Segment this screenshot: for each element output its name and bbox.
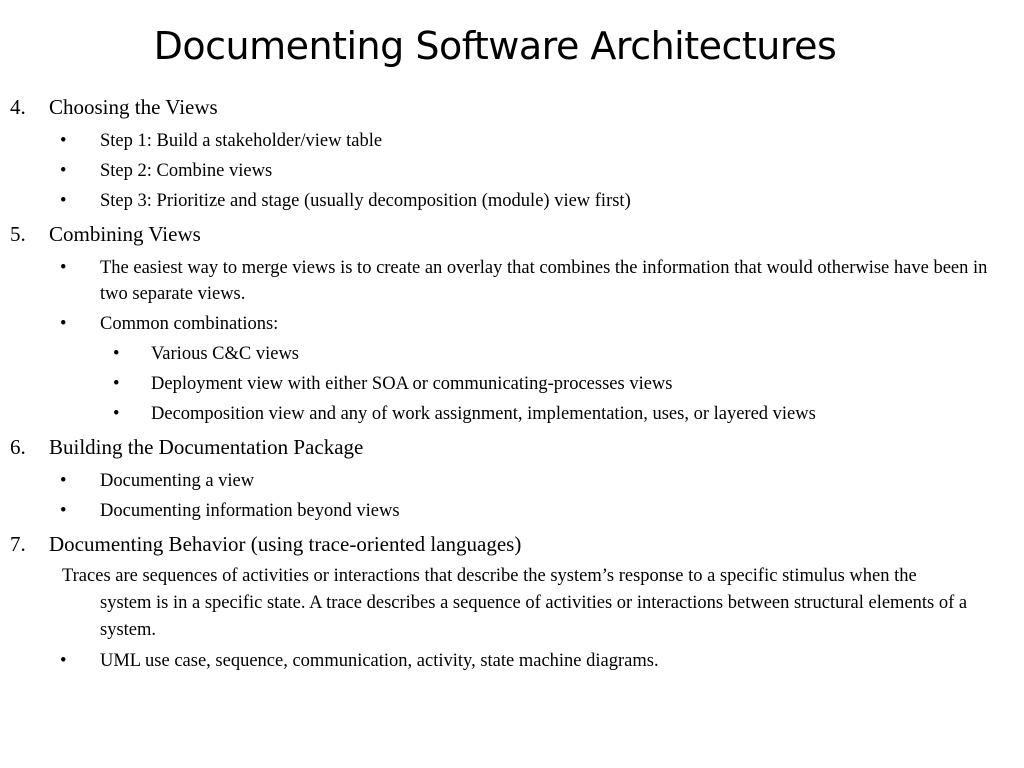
- section-heading-text: Building the Documentation Package: [49, 435, 364, 459]
- bullet-glyph: •: [113, 344, 120, 364]
- bullet-item: [0, 188, 1024, 214]
- section-heading-text: Documenting Behavior (using trace-oriented languages): [49, 532, 522, 556]
- bullet-glyph: •: [60, 651, 67, 671]
- bullet-glyph: •: [113, 404, 120, 424]
- bullet-text: Step 3: Prioritize and stage (usually decomposition (module) view first): [100, 191, 631, 211]
- bullet-text: Documenting information beyond views: [100, 501, 400, 521]
- sub-bullet-text: Various C&C views: [151, 344, 299, 364]
- bullet-item: [0, 498, 1024, 524]
- section-paragraph: Traces are sequences of activities or interactions that describe the system’s response to a specific stimulus when the system is in a specific state. A trace describes a sequence of activities or interactions between structural elements of a system.: [62, 566, 968, 640]
- bullet-text: Step 1: Build a stakeholder/view table: [100, 131, 383, 151]
- sub-bullet-item: [0, 371, 1024, 397]
- bullet-item: [0, 311, 1024, 337]
- bullet-glyph: •: [113, 374, 120, 394]
- bullet-text: UML use case, sequence, communication, activity, state machine diagrams.: [100, 651, 659, 671]
- sub-bullet-text: Decomposition view and any of work assignment, implementation, uses, or layered views: [151, 404, 816, 424]
- sub-bullet-item: [0, 341, 1024, 367]
- bullet-text: Documenting a view: [100, 471, 255, 491]
- slide-title: Documenting Software Architectures: [153, 24, 837, 68]
- bullet-text: Common combinations:: [100, 314, 279, 334]
- bullet-glyph: •: [60, 191, 67, 211]
- bullet-item: [0, 158, 1024, 184]
- section-heading-7: [0, 527, 1024, 561]
- bullet-glyph: •: [60, 501, 67, 521]
- section-number: 5.: [10, 222, 26, 246]
- bullet-text: The easiest way to merge views is to create an overlay that combines the information that would otherwise have been in two separate views.: [100, 258, 988, 304]
- section-heading-text: Choosing the Views: [49, 95, 218, 119]
- section-heading-4: [0, 90, 1024, 124]
- bullet-item: [0, 468, 1024, 494]
- sub-bullet-text: Deployment view with either SOA or communicating-processes views: [151, 374, 673, 394]
- bullet-glyph: •: [60, 131, 67, 151]
- bullet-item: [0, 255, 1024, 307]
- bullet-item: [0, 128, 1024, 154]
- bullet-glyph: •: [60, 258, 67, 278]
- bullet-text: Step 2: Combine views: [100, 161, 273, 181]
- bullet-glyph: •: [60, 161, 67, 181]
- bullet-item: [0, 648, 1024, 674]
- section-heading-6: [0, 430, 1024, 464]
- sub-bullet-item: [0, 401, 1024, 427]
- bullet-glyph: •: [60, 314, 67, 334]
- section-number: 4.: [10, 95, 26, 119]
- section-number: 6.: [10, 435, 26, 459]
- section-heading-text: Combining Views: [49, 222, 201, 246]
- slide-body: [0, 90, 1024, 677]
- section-heading-5: [0, 217, 1024, 251]
- bullet-glyph: •: [60, 471, 67, 491]
- section-number: 7.: [10, 532, 26, 556]
